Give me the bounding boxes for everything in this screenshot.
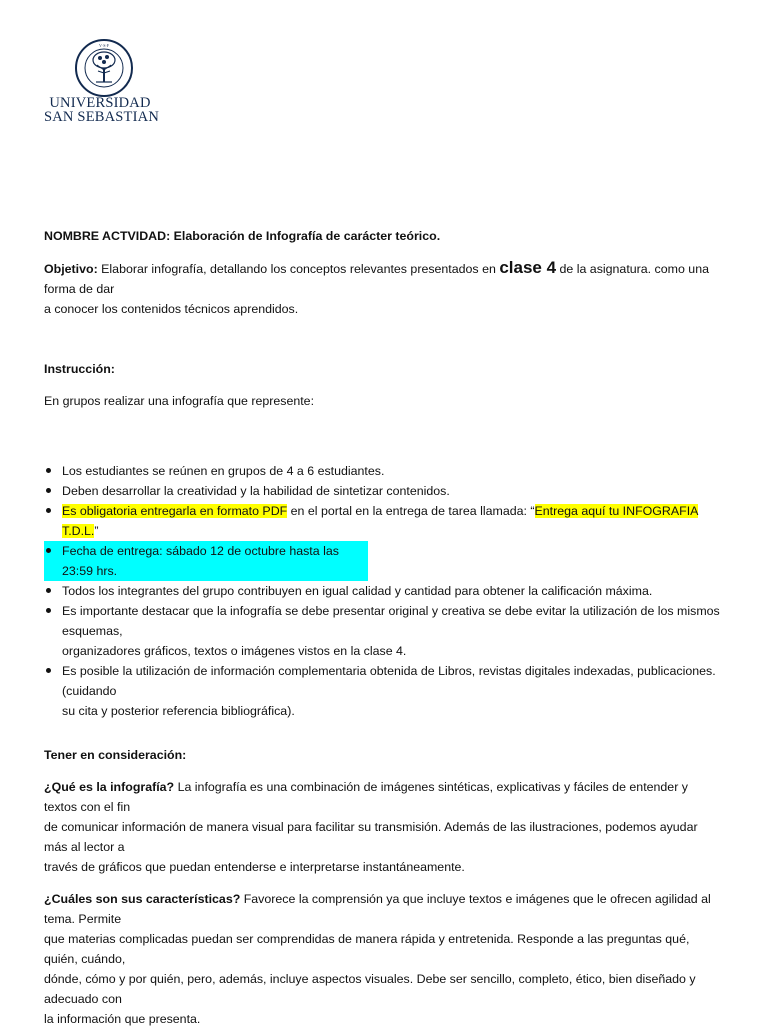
list-item: [44, 481, 724, 501]
activity-name: [44, 226, 724, 246]
consider-heading-text: Tener en consideración:: [44, 748, 187, 762]
consider-heading: [44, 745, 724, 765]
list-item-text: organizadores gráficos, textos o imágenes vistos en la clase 4.: [62, 644, 407, 658]
university-seal-icon: [74, 38, 134, 98]
list-item: [44, 581, 724, 601]
highlight-submission-name: Entrega aquí tu INFOGRAFIA T.D.L.: [62, 504, 699, 538]
logo-text-line1: UNIVERSIDAD: [49, 95, 151, 111]
instruction-intro: En grupos realizar una infografía que represente:: [44, 394, 315, 408]
objective-label: Objetivo:: [44, 262, 98, 276]
list-item-text: Todos los integrantes del grupo contribuyen en igual calidad y cantidad para obtener la calificación máxima.: [62, 584, 653, 598]
bullet-dot-icon: [46, 608, 51, 613]
question-characteristics: ¿Cuáles son sus características?: [44, 892, 241, 906]
objective-line2: a conocer los contenidos técnicos aprendidos.: [44, 302, 299, 316]
logo-text-line2: SAN SEBASTIAN: [44, 109, 159, 125]
activity-label: NOMBRE ACTVIDAD:: [44, 229, 171, 243]
list-item: [44, 601, 724, 661]
characteristics: [44, 889, 724, 1029]
list-item-text: Deben desarrollar la creatividad y la habilidad de sintetizar contenidos.: [62, 484, 450, 498]
instruction-list: [44, 461, 724, 721]
list-item-text: Es posible la utilización de información complementaria obtenida de Libros, revistas digitales indexadas, publicaciones. (cuidando: [62, 664, 716, 698]
bullet-dot-icon: [46, 468, 51, 473]
list-item-text: Los estudiantes se reúnen en grupos de 4 a 6 estudiantes.: [62, 464, 385, 478]
answer-line: Favorece la comprensión ya que incluye textos e imágenes que le ofrecen agilidad al tema. Permite: [44, 892, 711, 926]
instruction-heading: [44, 359, 724, 379]
bullet-dot-icon: [46, 488, 51, 493]
bullet-dot-icon: [46, 508, 51, 513]
answer-line: dónde, cómo y por quién, pero, además, incluye aspectos visuales. Debe ser sencillo, completo, ético, bien diseñado y adecuado con: [44, 972, 696, 1006]
question-what: ¿Qué es la infografía?: [44, 780, 175, 794]
university-logo: [44, 38, 159, 125]
list-item-text: en el portal en la entrega de tarea llamada: “: [287, 504, 535, 518]
document-body: [44, 226, 724, 1029]
list-item: [44, 461, 724, 481]
activity-title: Elaboración de Infografía de carácter teórico.: [173, 229, 441, 243]
list-item-text: su cita y posterior referencia bibliográfica).: [62, 704, 295, 718]
answer-line: la información que presenta.: [44, 1012, 201, 1026]
list-item-text: Es importante destacar que la infografía se debe presentar original y creativa se debe evitar la utilización de los mismos esquemas,: [62, 604, 720, 638]
deadline-text: Fecha de entrega: sábado 12 de octubre hasta las 23:59 hrs.: [62, 544, 339, 578]
list-item-text: ”: [94, 524, 99, 538]
answer-line: que materias complicadas puedan ser comprendidas de manera rápida y entretenida. Responde a las preguntas qué, quién, cuándo,: [44, 932, 690, 966]
answer-line: La infografía es una combinación de imágenes sintéticas, explicativas y fáciles de entender y textos con el fin: [44, 780, 688, 814]
objective-text-after: de la asignatura. como una forma de dar: [44, 262, 709, 296]
list-item-deadline: [44, 541, 368, 581]
objective-clase: clase 4: [499, 258, 557, 277]
instruction-heading-text: Instrucción:: [44, 362, 115, 376]
bullet-dot-icon: [46, 588, 51, 593]
objective-paragraph: [44, 258, 724, 319]
bullet-dot-icon: [46, 548, 51, 553]
objective-text-before: Elaborar infografía, detallando los conceptos relevantes presentados en: [101, 262, 496, 276]
list-item: [44, 661, 724, 721]
bullet-dot-icon: [46, 668, 51, 673]
answer-line: de comunicar información de manera visual para facilitar su transmisión. Además de las ilustraciones, podemos ayudar más al lector a: [44, 820, 698, 854]
highlight-pdf-requirement: Es obligatoria entregarla en formato PDF: [62, 504, 288, 518]
what-is-infographic: [44, 777, 724, 877]
svg-text:V·S·F: V·S·F: [98, 43, 110, 48]
list-item: [44, 501, 724, 541]
answer-line: través de gráficos que puedan entenderse e interpretarse instantáneamente.: [44, 860, 465, 874]
